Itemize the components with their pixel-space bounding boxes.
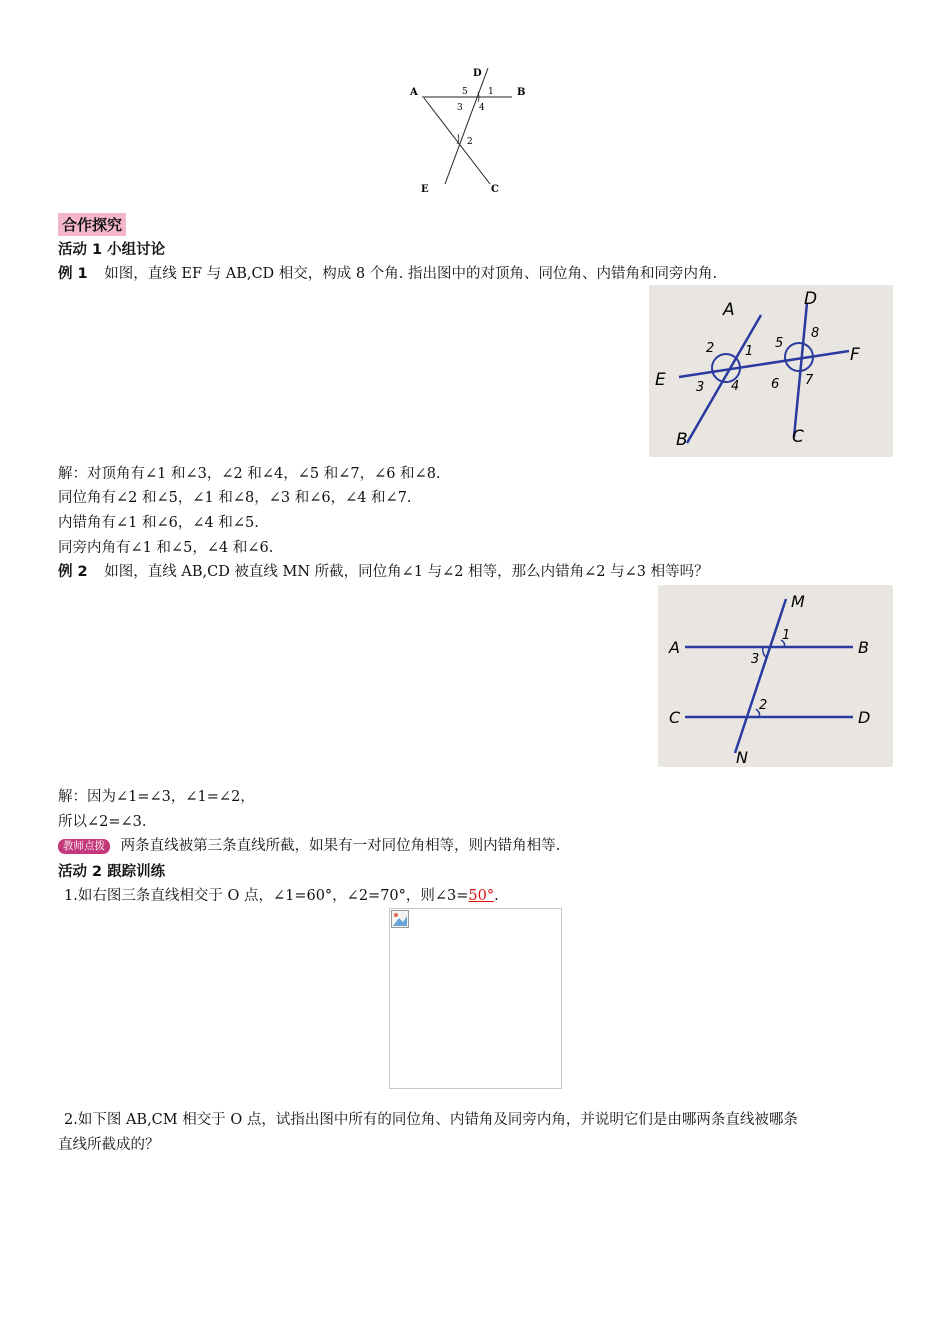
point-c: C xyxy=(669,708,681,727)
angle-1: 1 xyxy=(488,87,494,97)
section-tag: 合作探究 xyxy=(58,213,126,236)
q1-answer: 50° xyxy=(468,888,495,904)
angle-6: 6 xyxy=(771,377,780,392)
activity1-title: 活动 1 小组讨论 xyxy=(58,242,166,258)
ex2-solution-2: 所以∠2=∠3. xyxy=(58,814,147,830)
image-placeholder xyxy=(389,908,562,1089)
line-ab xyxy=(687,315,761,443)
line-dc-upper xyxy=(445,68,488,184)
angle-2: 2 xyxy=(467,137,473,147)
line-ef xyxy=(679,351,849,377)
point-m: M xyxy=(791,592,805,611)
ex1-solution-2: 同位角有∠2 和∠5，∠1 和∠8，∠3 和∠6，∠4 和∠7. xyxy=(58,490,412,506)
ex1-label: 例 1 xyxy=(58,266,88,282)
ex2-label: 例 2 xyxy=(58,564,88,580)
point-d: D xyxy=(858,708,871,727)
point-b: B xyxy=(676,430,688,450)
ex1-solution-4: 同旁内角有∠1 和∠5，∠4 和∠6. xyxy=(58,540,274,556)
angle-1: 1 xyxy=(782,628,791,643)
q1 xyxy=(64,886,499,906)
ex2-question xyxy=(58,562,709,582)
angle-arc-3 xyxy=(763,647,766,657)
angle-3: 3 xyxy=(751,652,760,667)
angle-3: 3 xyxy=(696,380,705,395)
angle-4: 4 xyxy=(479,103,485,113)
point-a: A xyxy=(723,300,735,320)
ex1-figure xyxy=(649,285,893,457)
point-d: D xyxy=(473,68,482,79)
point-a: A xyxy=(410,87,418,98)
teacher-tip-badge: 教师点拨 xyxy=(58,839,110,854)
ex1-question xyxy=(58,264,717,284)
angle-1: 1 xyxy=(745,344,754,359)
point-a: A xyxy=(669,638,680,657)
point-c: C xyxy=(491,184,499,195)
angle-2: 2 xyxy=(759,698,768,713)
broken-image-icon xyxy=(391,910,409,928)
angle-7: 7 xyxy=(805,373,814,388)
point-c: C xyxy=(792,427,804,447)
line-mn xyxy=(735,599,786,753)
ex2-solution-1: 解：因为∠1=∠3，∠1=∠2， xyxy=(58,789,255,805)
point-e: E xyxy=(421,184,429,195)
q2-line-1: 2.如下图 AB,CM 相交于 O 点，试指出图中所有的同位角、内错角及同旁内角，并说明它们是由哪两条直线被哪条 xyxy=(64,1112,798,1128)
top-diagram xyxy=(400,62,540,200)
point-f: F xyxy=(850,345,860,365)
angle-8: 8 xyxy=(811,326,820,341)
point-n: N xyxy=(736,748,748,767)
angle-3: 3 xyxy=(457,103,463,113)
teacher-tip xyxy=(58,836,560,856)
angle-5: 5 xyxy=(462,87,468,97)
q1-text: 1.如右图三条直线相交于 O 点，∠1=60°，∠2=70°，则∠3= xyxy=(64,888,469,904)
ex1-solution-1: 解：对顶角有∠1 和∠3，∠2 和∠4，∠5 和∠7，∠6 和∠8. xyxy=(58,466,441,482)
angle-4: 4 xyxy=(731,379,740,394)
angle-5: 5 xyxy=(775,336,784,351)
ex1-question-text: 如图，直线 EF 与 AB,CD 相交，构成 8 个角. 指出图中的对顶角、同位角、内错角和同旁内角. xyxy=(104,266,718,282)
point-b: B xyxy=(517,87,526,98)
q2-line-2: 直线所截成的？ xyxy=(58,1137,160,1153)
angle-2: 2 xyxy=(706,341,715,356)
ex2-question-text: 如图，直线 AB,CD 被直线 MN 所截，同位角∠1 与∠2 相等，那么内错角∠2 与∠3 相等吗？ xyxy=(104,564,709,580)
point-e: E xyxy=(655,370,666,390)
point-d: D xyxy=(804,289,818,309)
ex2-figure xyxy=(658,585,893,767)
teacher-tip-text: 两条直线被第三条直线所截，如果有一对同位角相等，则内错角相等. xyxy=(120,838,561,854)
point-b: B xyxy=(858,638,869,657)
activity2-title: 活动 2 跟踪训练 xyxy=(58,864,166,880)
q1-end: . xyxy=(494,888,499,904)
ex1-solution-3: 内错角有∠1 和∠6，∠4 和∠5. xyxy=(58,515,259,531)
